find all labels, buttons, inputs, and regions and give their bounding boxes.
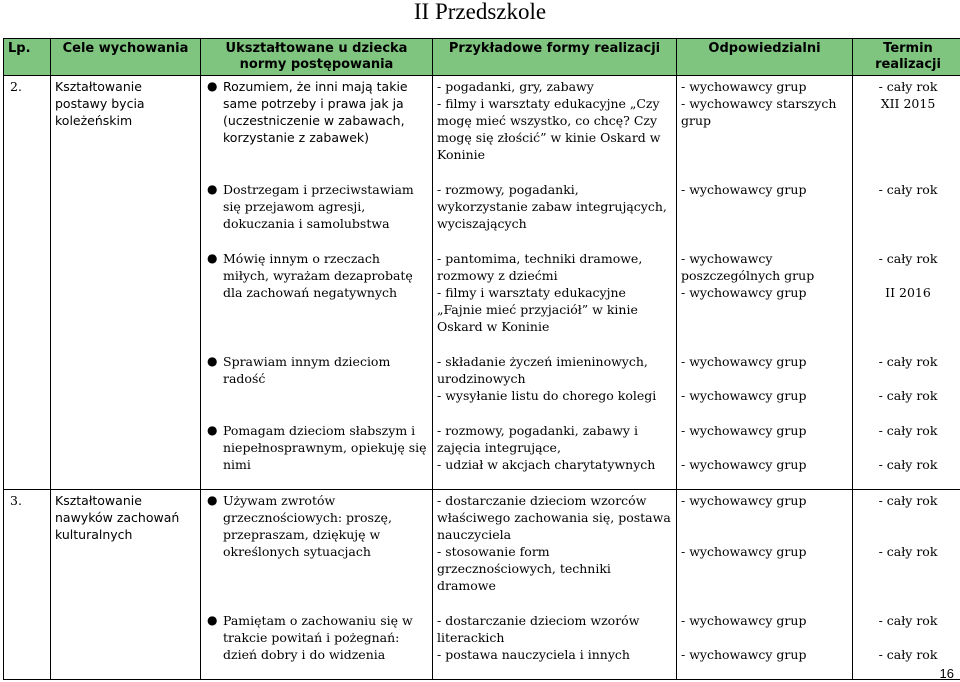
row-goal	[51, 179, 201, 248]
header-term: Termin realizacji	[853, 39, 960, 76]
table-row	[4, 248, 960, 351]
row-behavior	[201, 351, 433, 420]
row-behavior	[201, 420, 433, 490]
page-title: II Przedszkole	[413, 0, 547, 24]
row-lp	[4, 610, 51, 680]
row-term	[853, 179, 960, 248]
behavior-text: Rozumiem, że inni mają takie same potrzeby i prawa jak ja (uczestniczenie w zabawach, korzystanie z zabawek)	[223, 79, 408, 145]
responsible-text: - wychowawcy grup - wychowawcy starszych grup	[681, 79, 837, 128]
responsible-text: - wychowawcy grup - wychowawcy grup	[681, 423, 807, 472]
forms-text: - dostarczanie dzieciom wzorów literackich - postawa nauczyciela i innych	[437, 613, 640, 662]
table-row	[4, 490, 960, 611]
behavior-text: Mówię innym o rzeczach miłych, wyrażam dezaprobatę dla zachowań negatywnych	[223, 251, 413, 300]
forms-text: - składanie życzeń imieninowych, urodzinowych - wysyłanie listu do chorego kolegi	[437, 354, 657, 403]
row-term	[853, 76, 960, 180]
row-forms	[433, 179, 677, 248]
row-behavior	[201, 76, 433, 180]
term-text: - cały rok XII 2015	[878, 79, 938, 111]
forms-text: - rozmowy, pogadanki, zabawy i zajęcia integrujące, - udział w akcjach charytatywnych	[437, 423, 656, 472]
row-responsible	[677, 179, 853, 248]
row-behavior	[201, 179, 433, 248]
term-text: - cały rok	[878, 182, 938, 197]
table-row	[4, 351, 960, 420]
row-goal	[51, 420, 201, 490]
row-lp: 3.	[4, 490, 51, 611]
forms-text: - pantomima, techniki dramowe, rozmowy z dziećmi - filmy i warsztaty edukacyjne „Fajnie mieć przyjaciół” w kinie Oskard w Koninie	[437, 251, 643, 334]
row-behavior	[201, 248, 433, 351]
row-behavior	[201, 610, 433, 680]
responsible-text: - wychowawcy grup - wychowawcy grup	[681, 354, 807, 403]
responsible-text: - wychowawcy grup	[681, 182, 807, 197]
responsible-text: - wychowawcy grup - wychowawcy grup	[681, 493, 807, 559]
row-goal: Kształtowanie nawyków zachowań kulturalnych	[51, 490, 201, 611]
responsible-text: - wychowawcy poszczególnych grup - wychowawcy grup	[681, 251, 815, 300]
row-lp	[4, 179, 51, 248]
term-text: - cały rok - cały rok	[878, 354, 938, 403]
bullet-icon: ●	[207, 354, 218, 368]
row-goal	[51, 248, 201, 351]
row-term	[853, 420, 960, 490]
row-lp	[4, 420, 51, 490]
bullet-icon: ●	[207, 182, 218, 196]
row-lp	[4, 351, 51, 420]
bullet-icon: ●	[207, 493, 218, 507]
table-row	[4, 179, 960, 248]
row-responsible	[677, 351, 853, 420]
bullet-icon: ●	[207, 79, 218, 93]
forms-text: - pogadanki, gry, zabawy - filmy i warsztaty edukacyjne „Czy mogę mieć wszystko, co chcę? Czy mogę się złościć” w kinie Oskard w Koninie	[437, 79, 661, 162]
table-row	[4, 610, 960, 680]
row-responsible	[677, 76, 853, 180]
bullet-icon: ●	[207, 251, 218, 265]
behavior-text: Używam zwrotów grzecznościowych: proszę, przepraszam, dziękuję w określonych sytuacjach	[223, 493, 392, 559]
row-responsible	[677, 420, 853, 490]
row-goal	[51, 610, 201, 680]
row-term	[853, 248, 960, 351]
header-lp: Lp.	[4, 39, 51, 76]
row-forms	[433, 248, 677, 351]
header-behaviors: Ukształtowane u dziecka normy postępowania	[201, 39, 433, 76]
row-forms	[433, 76, 677, 180]
term-text: - cały rok - cały rok	[878, 493, 938, 559]
header-forms: Przykładowe formy realizacji	[433, 39, 677, 76]
behavior-text: Sprawiam innym dzieciom radość	[223, 354, 391, 386]
term-text: - cały rok - cały rok	[878, 613, 938, 662]
row-term	[853, 351, 960, 420]
behavior-text: Pamiętam o zachowaniu się w trakcie powitań i pożegnań: dzień dobry i do widzenia	[223, 613, 413, 662]
table-header-row	[4, 39, 960, 76]
row-forms	[433, 420, 677, 490]
row-lp: 2.	[4, 76, 51, 180]
forms-text: - dostarczanie dzieciom wzorców właściwego zachowania się, postawa nauczyciela - stosowanie form grzecznościowych, techniki dramowe	[437, 493, 671, 593]
bullet-icon: ●	[207, 613, 218, 627]
forms-text: - rozmowy, pogadanki, wykorzystanie zabaw integrujących, wyciszających	[437, 182, 667, 231]
bullet-icon: ●	[207, 423, 218, 437]
education-plan-table	[3, 38, 960, 680]
table-row	[4, 76, 960, 180]
row-forms	[433, 610, 677, 680]
page-number: 16	[939, 666, 954, 681]
behavior-text: Dostrzegam i przeciwstawiam się przejawom agresji, dokuczania i samolubstwa	[223, 182, 414, 231]
row-forms	[433, 490, 677, 611]
row-responsible	[677, 610, 853, 680]
row-term	[853, 490, 960, 611]
row-behavior	[201, 490, 433, 611]
table-row	[4, 420, 960, 490]
term-text: - cały rok II 2016	[878, 251, 938, 300]
row-goal	[51, 351, 201, 420]
row-goal: Kształtowanie postawy bycia koleżeńskim	[51, 76, 201, 180]
row-responsible	[677, 248, 853, 351]
row-forms	[433, 351, 677, 420]
row-responsible	[677, 490, 853, 611]
header-responsible: Odpowiedzialni	[677, 39, 853, 76]
responsible-text: - wychowawcy grup - wychowawcy grup	[681, 613, 807, 662]
term-text: - cały rok - cały rok	[878, 423, 938, 472]
header-goals: Cele wychowania	[51, 39, 201, 76]
row-lp	[4, 248, 51, 351]
behavior-text: Pomagam dzieciom słabszym i niepełnosprawnym, opiekuję się nimi	[223, 423, 427, 472]
